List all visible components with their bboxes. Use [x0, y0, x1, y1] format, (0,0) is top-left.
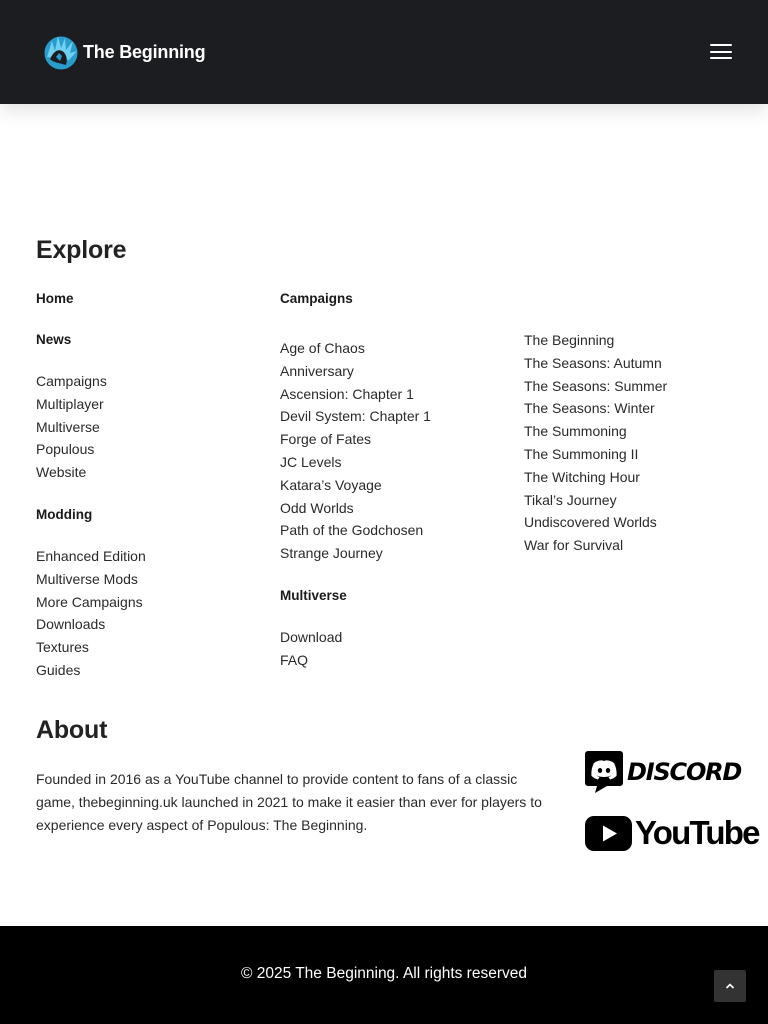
news-link-campaigns[interactable]: Campaigns [36, 373, 107, 389]
news-link-populous[interactable]: Populous [36, 441, 95, 458]
campaign-link[interactable]: Age of Chaos [280, 340, 365, 356]
discord-icon [585, 751, 623, 793]
nav-campaigns[interactable]: Campaigns [280, 291, 353, 306]
campaign-link[interactable]: The Witching Hour [524, 468, 640, 485]
site-header [0, 0, 768, 104]
explore-column-2 [280, 290, 510, 672]
menu-bar-bottom [710, 57, 732, 59]
campaign-link[interactable]: The Seasons: Winter [524, 400, 655, 417]
youtube-link[interactable] [585, 814, 759, 852]
hamburger-menu-icon[interactable] [710, 44, 732, 60]
menu-bar-top [710, 44, 732, 46]
back-to-top-button[interactable] [714, 970, 746, 1002]
modding-link-guides[interactable]: Guides [36, 661, 81, 678]
about-text: Founded in 2016 as a YouTube channel to provide content to fans of a classic game, thebeginning.uk launched in 2021 to make it easier than ever for players to experience every aspect of Populous: The Beginning. [36, 771, 542, 833]
campaign-link[interactable]: Odd Worlds [280, 499, 354, 516]
campaign-link[interactable]: Strange Journey [280, 545, 383, 562]
multiverse-link-faq[interactable]: FAQ [280, 651, 309, 668]
campaign-link[interactable]: Forge of Fates [280, 431, 372, 448]
campaign-link[interactable]: Tikal’s Journey [524, 491, 617, 508]
campaign-link[interactable]: JC Levels [280, 453, 342, 470]
campaign-link[interactable]: Anniversary [280, 362, 354, 379]
nav-home[interactable]: Home [36, 291, 74, 306]
modding-link-more-campaigns[interactable]: More Campaigns [36, 593, 143, 610]
copyright-text: © 2025 The Beginning. All rights reserved [240, 965, 527, 982]
campaign-link[interactable]: Path of the Godchosen [280, 522, 424, 539]
menu-bar-middle [710, 51, 732, 53]
campaign-link[interactable]: War for Survival [524, 537, 624, 554]
explore-column-1 [36, 290, 266, 682]
modding-link-textures[interactable]: Textures [36, 639, 89, 656]
site-footer [0, 926, 768, 1024]
youtube-label: YouTube [635, 814, 759, 851]
modding-link-downloads[interactable]: Downloads [36, 616, 106, 633]
explore-column-3 [524, 329, 754, 557]
news-link-multiverse[interactable]: Multiverse [36, 418, 100, 435]
campaign-link[interactable]: Katara’s Voyage [280, 476, 382, 493]
brand-home-link[interactable] [42, 33, 205, 71]
nav-modding[interactable]: Modding [36, 506, 93, 522]
nav-multiverse[interactable]: Multiverse [280, 587, 347, 603]
discord-link[interactable] [585, 751, 741, 793]
multiverse-link-download[interactable]: Download [280, 628, 343, 645]
campaign-link[interactable]: The Summoning [524, 423, 627, 440]
news-link-website[interactable]: Website [36, 464, 87, 481]
brand-name: The Beginning [83, 41, 206, 62]
campaign-link[interactable]: Devil System: Chapter 1 [280, 408, 431, 425]
modding-link-enhanced-edition[interactable]: Enhanced Edition [36, 547, 146, 564]
campaign-link[interactable]: Ascension: Chapter 1 [280, 385, 414, 402]
youtube-icon [585, 816, 632, 851]
shaman-flame-logo-icon [42, 33, 80, 71]
campaign-link[interactable]: The Beginning [524, 332, 615, 348]
campaign-link[interactable]: The Summoning II [524, 445, 639, 462]
news-link-multiplayer[interactable]: Multiplayer [36, 395, 104, 412]
campaign-link[interactable]: The Seasons: Autumn [524, 354, 662, 371]
modding-link-multiverse-mods[interactable]: Multiverse Mods [36, 570, 138, 587]
campaign-link[interactable]: Undiscovered Worlds [524, 514, 657, 531]
campaign-link[interactable]: The Seasons: Summer [524, 377, 668, 394]
about-heading: About [36, 716, 108, 744]
nav-news[interactable]: News [36, 332, 72, 347]
explore-heading: Explore [36, 236, 127, 264]
chevron-up-icon [725, 982, 735, 990]
discord-label: DISCORD [627, 758, 742, 786]
